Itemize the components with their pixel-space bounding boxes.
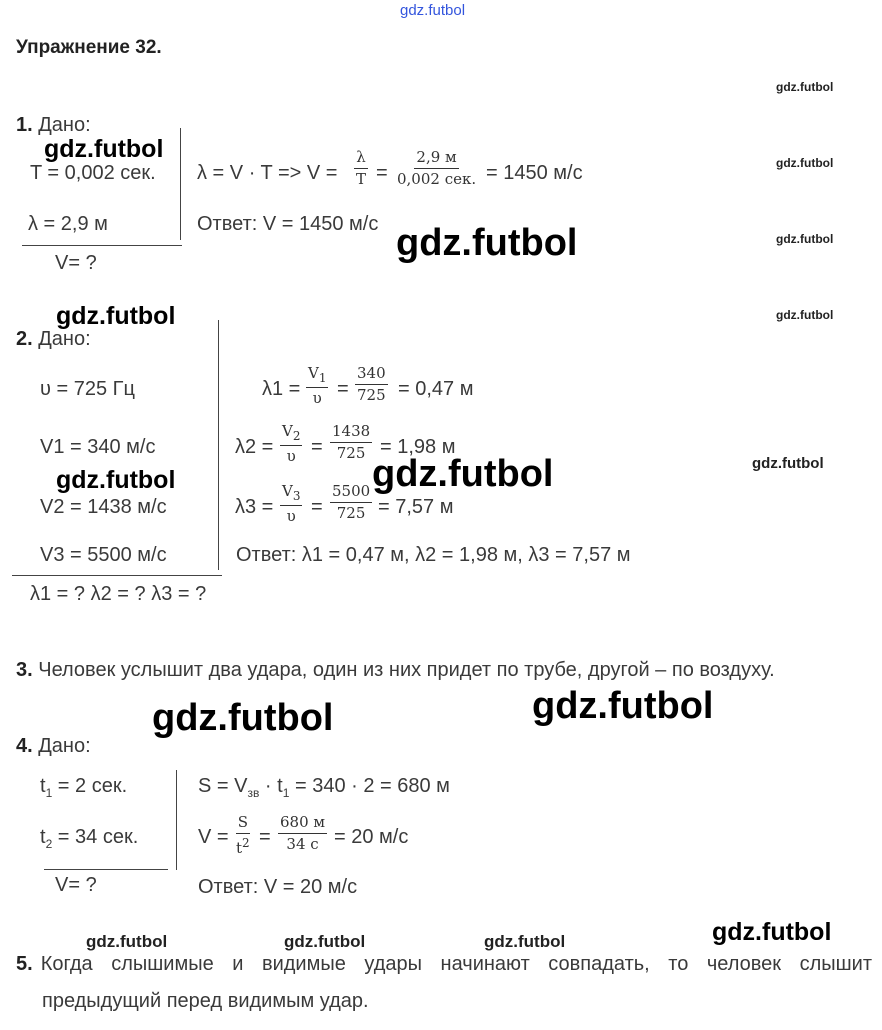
fraction: 2,9 м 0,002 сек. bbox=[397, 148, 477, 188]
given-value: $t_1 = 2$ сек. bbox=[40, 775, 128, 800]
problem-text: Человек услышит два удара, один из них придет по трубе, другой – по воздуху. bbox=[38, 659, 775, 681]
watermark-small: gdz.futbol bbox=[776, 308, 834, 322]
watermark-xlarge: gdz.futbol bbox=[396, 222, 578, 264]
formula: λ = V · T => V = bbox=[197, 162, 338, 184]
problem-number: 2. bbox=[16, 328, 33, 350]
watermark-top: gdz.futbol bbox=[400, 2, 466, 19]
formula-label: λ1 = bbox=[262, 378, 301, 400]
formula-label: λ3 = bbox=[235, 496, 274, 518]
equals: = bbox=[337, 378, 349, 400]
page-title: Упражнение 32. bbox=[16, 37, 162, 58]
formula-label: V = bbox=[198, 826, 229, 848]
equals: = bbox=[311, 436, 323, 458]
divider-line bbox=[176, 770, 177, 870]
watermark-small: gdz.futbol bbox=[776, 80, 834, 94]
problem-4 bbox=[16, 735, 91, 758]
divider-line bbox=[12, 575, 222, 576]
fraction: $\frac{5500}{725}$ bbox=[332, 482, 371, 522]
watermark-large: gdz.futbol bbox=[712, 918, 832, 946]
fraction: $\frac{\lambda}{T}$ bbox=[356, 148, 367, 188]
fraction: $\frac{V_2}{\upsilon}$ bbox=[282, 422, 301, 465]
given-value: T = 0,002 сек. bbox=[30, 162, 156, 184]
find-value: λ1 = ? λ2 = ? λ3 = ? bbox=[30, 583, 207, 605]
problem-text: предыдущий перед видимым удар. bbox=[42, 990, 369, 1012]
fraction: $\frac{S}{t^2}$ bbox=[236, 813, 250, 857]
problem-2 bbox=[16, 328, 91, 351]
problem-number: 3. bbox=[16, 659, 33, 681]
problem-text: Когда слышимые и видимые удары начинают совпадать, то человек слышит bbox=[40, 953, 872, 975]
divider-line bbox=[180, 128, 181, 240]
watermark-xlarge: gdz.futbol bbox=[532, 685, 714, 727]
problem-number: 5. bbox=[16, 953, 33, 975]
fraction: $\frac{1438}{725}$ bbox=[332, 422, 371, 462]
problem-1 bbox=[16, 114, 91, 137]
given-label: Дано: bbox=[38, 114, 91, 136]
given-value: V2 = 1438 м/с bbox=[40, 496, 167, 518]
given-label: Дано: bbox=[38, 735, 91, 757]
fraction: $\frac{V_3}{\upsilon}$ bbox=[282, 482, 301, 525]
problem-5 bbox=[16, 953, 872, 976]
find-value: V= ? bbox=[55, 252, 97, 274]
problem-number: 4. bbox=[16, 735, 33, 757]
result: = 20 м/с bbox=[334, 826, 409, 848]
given-value: V1 = 340 м/с bbox=[40, 436, 156, 458]
answer: Ответ: λ1 = 0,47 м, λ2 = 1,98 м, λ3 = 7,57 м bbox=[236, 544, 631, 566]
fraction: 680 м 34 с bbox=[280, 813, 326, 853]
result: = 1450 м/с bbox=[486, 162, 583, 184]
divider-line bbox=[44, 869, 168, 870]
watermark-large: gdz.futbol bbox=[56, 302, 176, 330]
divider-line bbox=[218, 320, 219, 570]
watermark-medium: gdz.futbol bbox=[284, 932, 366, 951]
given-value: $t_2 = 34$ сек. bbox=[40, 826, 139, 851]
divider-line bbox=[22, 245, 182, 246]
answer: Ответ: V = 1450 м/с bbox=[197, 213, 379, 235]
equals: = bbox=[376, 162, 388, 184]
find-value: V= ? bbox=[55, 874, 97, 896]
result: = 1,98 м bbox=[380, 436, 456, 458]
answer: Ответ: V = 20 м/с bbox=[198, 876, 358, 898]
watermark-small: gdz.futbol bbox=[776, 156, 834, 170]
watermark-xlarge: gdz.futbol bbox=[152, 697, 334, 739]
watermark-small: gdz.futbol bbox=[776, 232, 834, 246]
watermark-medium: gdz.futbol bbox=[86, 932, 168, 951]
problem-number: 1. bbox=[16, 114, 33, 136]
given-value: λ = 2,9 м bbox=[28, 213, 108, 235]
watermark-small: gdz.futbol bbox=[752, 455, 824, 472]
problem-3 bbox=[16, 659, 775, 682]
result: = 0,47 м bbox=[398, 378, 474, 400]
equals: = bbox=[311, 496, 323, 518]
formula-label: λ2 = bbox=[235, 436, 274, 458]
watermark-large: gdz.futbol bbox=[44, 135, 164, 163]
formula: $S = V_{зв} \cdot t_1 = 340 \cdot 2 = 680$ м bbox=[198, 775, 450, 800]
given-value: υ = 725 Гц bbox=[40, 378, 135, 400]
given-label: Дано: bbox=[38, 328, 91, 350]
fraction: $\frac{340}{725}$ bbox=[357, 364, 386, 404]
watermark-medium: gdz.futbol bbox=[484, 932, 566, 951]
given-value: V3 = 5500 м/с bbox=[40, 544, 167, 566]
result: = 7,57 м bbox=[378, 496, 454, 518]
fraction: $\frac{V_1}{\upsilon}$ bbox=[308, 364, 327, 407]
watermark-large: gdz.futbol bbox=[56, 466, 176, 494]
equals: = bbox=[259, 826, 271, 848]
watermark-xlarge: gdz.futbol bbox=[372, 453, 554, 495]
